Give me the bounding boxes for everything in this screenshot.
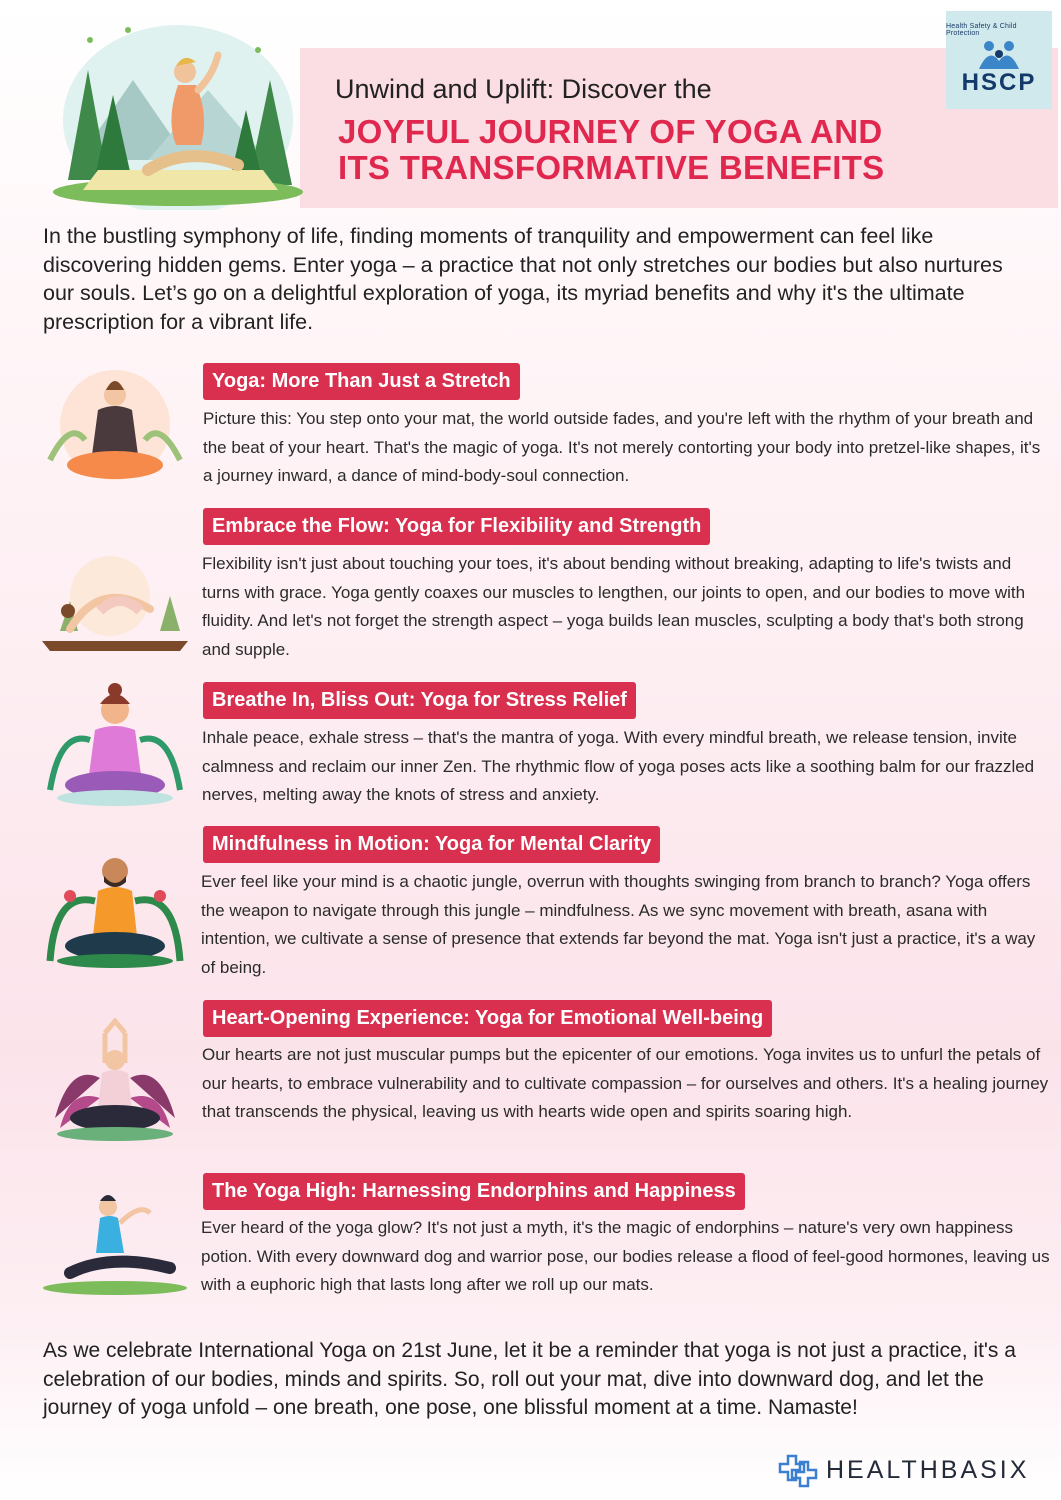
section-body: Our hearts are not just muscular pumps but the epicenter of our emotions. Yoga invites us to unfurl the petals of our hearts, to embrace vulnerability and to cultivate compassion – for ourselves and others. It's a healing journey that transcends the physical, leaving us with hearts wide open and spirits soaring high. — [202, 1045, 1049, 1121]
lotus-woman-icon — [40, 680, 190, 810]
page-title — [338, 114, 958, 186]
section-body: Picture this: You step onto your mat, the world outside fades, and you're left with the rhythm of your breath and the beat of your heart. That's the magic of yoga. It's not merely contorting your body into pretzel-like shapes, it's a journey inward, a dance of mind-body-soul connection. — [203, 409, 1041, 485]
yoga-hero-illustration — [38, 10, 308, 210]
family-icon — [975, 39, 1023, 69]
section-title: Yoga: More Than Just a Stretch — [203, 363, 520, 400]
backbend-pose-icon — [40, 536, 190, 666]
title-line-1: JOYFUL JOURNEY OF YOGA AND — [338, 113, 883, 150]
meditating-man-icon — [40, 846, 190, 976]
hscp-logo-text: HSCP — [961, 69, 1037, 96]
meditation-woman-icon — [40, 360, 190, 490]
section-title: Heart-Opening Experience: Yoga for Emotional Well-being — [203, 1000, 772, 1037]
section-body: Inhale peace, exhale stress – that's the mantra of yoga. With every mindful breath, we release tension, invite calmness and reclaim our inner Zen. The rhythmic flow of yoga poses acts like a soothing balm for our frazzled nerves, melting away the knots of stress and anxiety. — [202, 728, 1035, 804]
header-subtitle: Unwind and Uplift: Discover the — [335, 74, 712, 104]
hscp-arc-text: Health Safety & Child Protection — [946, 23, 1017, 37]
arms-raised-pose-icon — [40, 1018, 190, 1148]
closing-paragraph: As we celebrate International Yoga on 21st June, let it be a reminder that yoga is not just a practice, it's a celebration of our bodies, minds and spirits. So, roll out your mat, dive into downward dog, and let the journey of yoga unfold – one breath, one pose, one blissful moment at a time. Namaste! — [43, 1339, 1016, 1419]
section-body: Ever feel like your mind is a chaotic jungle, overrun with thoughts swinging from branch to branch? Yoga offers the weapon to navigate through this jungle – mindfulness. As we sync movement with breath, asana with intention, we cultivate a sense of presence that extends far beyond the mat. Yoga isn't just a practice, it's a way of being. — [201, 872, 1036, 977]
hscp-logo — [946, 11, 1052, 109]
section-title: Breathe In, Bliss Out: Yoga for Stress Relief — [203, 682, 636, 719]
section-title: Mindfulness in Motion: Yoga for Mental Clarity — [203, 826, 660, 863]
section-body: Ever heard of the yoga glow? It's not just a myth, it's the magic of endorphins – nature's very own happiness potion. With every downward dog and warrior pose, our bodies release a flood of feel-good hormones, leaving us with a euphoric high that lasts long after we roll up our mats. — [201, 1218, 1050, 1294]
healthbasix-logo — [772, 1452, 1029, 1488]
title-line-2: ITS TRANSFORMATIVE BENEFITS — [338, 149, 885, 186]
brand-name: HEALTHBASIX — [826, 1455, 1030, 1484]
intro-paragraph: In the bustling symphony of life, finding moments of tranquility and empowerment can feel like discovering hidden gems. Enter yoga – a practice that not only stretches our bodies but also nurtures our souls. Let’s go on a delightful exploration of yoga, its myriad benefits and why it's the ultimate prescription for a vibrant life. — [43, 224, 1003, 334]
medical-cross-icon — [772, 1452, 818, 1488]
pigeon-pose-icon — [40, 1183, 190, 1313]
section-title: Embrace the Flow: Yoga for Flexibility and Strength — [203, 508, 710, 545]
section-body: Flexibility isn't just about touching your toes, it's about bending without breaking, adapting to life's twists and turns with grace. Yoga gently coaxes our muscles to lengthen, our joints to open, and our bodies to move with fluidity. And let's not forget the strength aspect – yoga builds lean muscles, sculpting a body that's both strong and supple. — [202, 554, 1026, 659]
section-title: The Yoga High: Harnessing Endorphins and Happiness — [203, 1173, 745, 1210]
